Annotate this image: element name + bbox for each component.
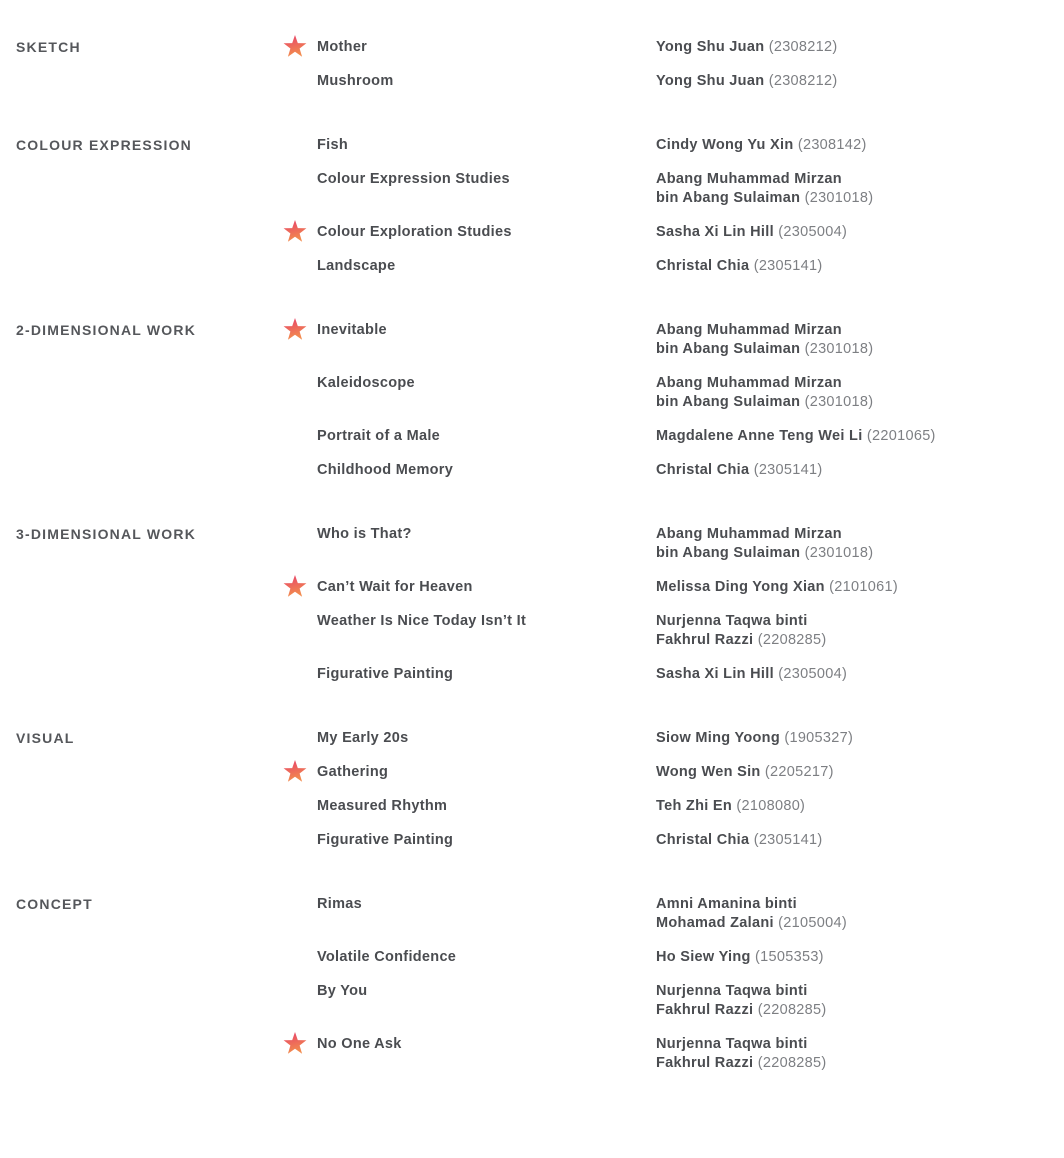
category-section: [16, 38, 1048, 106]
student-id: (2301018): [804, 545, 874, 561]
artwork-row: [285, 170, 1048, 208]
artwork-row: [285, 895, 1048, 933]
artwork-title: Mushroom: [317, 73, 394, 89]
artwork-row: [285, 72, 1048, 91]
student-id: (2205217): [764, 764, 834, 780]
student-id: (2308212): [768, 73, 838, 89]
student-id: (2305004): [778, 224, 848, 240]
artwork-title: Inevitable: [317, 322, 387, 338]
artwork-title: By You: [317, 983, 368, 999]
artist-name: [656, 797, 1048, 816]
artist-name-line: Fakhrul Razzi (2208285): [656, 1002, 827, 1018]
artist-name: [656, 257, 1048, 276]
artist-name-line: bin Abang Sulaiman (2301018): [656, 190, 874, 206]
student-id: (2305004): [778, 666, 848, 682]
artist-name-line: bin Abang Sulaiman (2301018): [656, 545, 874, 561]
student-id: (2305141): [753, 258, 823, 274]
artwork-title: Landscape: [317, 258, 396, 274]
artist-name-line: Siow Ming Yoong (1905327): [656, 730, 854, 746]
artwork-row: [285, 136, 1048, 155]
artist-name-line: Abang Muhammad Mirzan: [656, 375, 842, 391]
artwork-title: Measured Rhythm: [317, 798, 448, 814]
artist-name: [656, 982, 1048, 1020]
artwork-row: [285, 38, 1048, 57]
artwork-title: Weather Is Nice Today Isn’t It: [317, 613, 527, 629]
artist-name-line: bin Abang Sulaiman (2301018): [656, 394, 874, 410]
artwork-title: Fish: [317, 137, 349, 153]
artwork-row: [285, 763, 1048, 782]
category-column: [16, 729, 285, 748]
artist-name-line: Nurjenna Taqwa binti: [656, 1036, 808, 1052]
artwork-title: Kaleidoscope: [317, 375, 415, 391]
artist-name: [656, 729, 1048, 748]
student-id: (2305141): [753, 462, 823, 478]
category-label: 2-DIMENSIONAL WORK: [16, 322, 197, 338]
artwork-row: [285, 1035, 1048, 1073]
artwork-title: Childhood Memory: [317, 462, 454, 478]
artist-name: [656, 665, 1048, 684]
artist-name-line: Nurjenna Taqwa binti: [656, 613, 808, 629]
artist-name-line: Ho Siew Ying (1505353): [656, 949, 824, 965]
artwork-title: Gathering: [317, 764, 389, 780]
artist-name-line: Fakhrul Razzi (2208285): [656, 632, 827, 648]
artwork-row: [285, 427, 1048, 446]
student-id: (2208285): [757, 1002, 827, 1018]
category-section: [16, 136, 1048, 291]
artwork-title: Portrait of a Male: [317, 428, 441, 444]
category-section: [16, 729, 1048, 865]
artwork-row: [285, 797, 1048, 816]
artist-name: [656, 321, 1048, 359]
artist-name-line: Sasha Xi Lin Hill (2305004): [656, 666, 848, 682]
artist-name-line: Mohamad Zalani (2105004): [656, 915, 847, 931]
artist-name-line: Melissa Ding Yong Xian (2101061): [656, 579, 898, 595]
artist-name: [656, 831, 1048, 850]
student-id: (2301018): [804, 341, 874, 357]
artwork-row: [285, 729, 1048, 748]
category-column: [16, 321, 285, 340]
category-column: [16, 525, 285, 544]
student-id: (2301018): [804, 190, 874, 206]
artist-name-line: Abang Muhammad Mirzan: [656, 526, 842, 542]
artist-name-line: Nurjenna Taqwa binti: [656, 983, 808, 999]
artwork-title: Colour Expression Studies: [317, 171, 510, 187]
category-label: COLOUR EXPRESSION: [16, 137, 192, 153]
category-label: CONCEPT: [16, 896, 93, 912]
artist-name: [656, 763, 1048, 782]
student-id: (2201065): [866, 428, 936, 444]
artist-name-line: Wong Wen Sin (2205217): [656, 764, 834, 780]
artwork-title: Mother: [317, 39, 368, 55]
artist-name: [656, 427, 1048, 446]
artist-name: [656, 72, 1048, 91]
artwork-title: Who is That?: [317, 526, 412, 542]
artwork-title: Can’t Wait for Heaven: [317, 579, 473, 595]
artist-name: [656, 1035, 1048, 1073]
artist-name: [656, 374, 1048, 412]
artwork-row: [285, 257, 1048, 276]
student-id: (2105004): [778, 915, 847, 931]
category-section: [16, 525, 1048, 699]
artist-name-line: Yong Shu Juan (2308212): [656, 73, 838, 89]
artwork-row: [285, 831, 1048, 850]
student-id: (1905327): [784, 730, 854, 746]
artist-name-line: Magdalene Anne Teng Wei Li (2201065): [656, 428, 936, 444]
artist-name-line: Christal Chia (2305141): [656, 258, 823, 274]
artist-name: [656, 895, 1048, 933]
artwork-title: Volatile Confidence: [317, 949, 457, 965]
artist-name: [656, 525, 1048, 563]
student-id: (2108080): [736, 798, 806, 814]
entry-list: [285, 136, 1048, 291]
entry-list: [285, 38, 1048, 106]
artist-name: [656, 461, 1048, 480]
artwork-row: [285, 665, 1048, 684]
artwork-title: No One Ask: [317, 1036, 402, 1052]
artwork-title: Colour Exploration Studies: [317, 224, 512, 240]
student-id: (2305141): [753, 832, 823, 848]
category-section: [16, 321, 1048, 495]
student-id: (2301018): [804, 394, 874, 410]
artwork-row: [285, 612, 1048, 650]
artist-name: [656, 612, 1048, 650]
category-label: VISUAL: [16, 730, 75, 746]
artist-name-line: Abang Muhammad Mirzan: [656, 322, 842, 338]
artwork-row: [285, 223, 1048, 242]
artist-name: [656, 948, 1048, 967]
entry-list: [285, 895, 1048, 1088]
student-id: (2101061): [829, 579, 898, 595]
artist-name-line: Abang Muhammad Mirzan: [656, 171, 842, 187]
artist-name-line: Sasha Xi Lin Hill (2305004): [656, 224, 848, 240]
artwork-title: My Early 20s: [317, 730, 409, 746]
artwork-row: [285, 948, 1048, 967]
artwork-title: Figurative Painting: [317, 666, 454, 682]
artist-name-line: Christal Chia (2305141): [656, 462, 823, 478]
artist-name: [656, 38, 1048, 57]
artwork-row: [285, 525, 1048, 563]
artwork-row: [285, 461, 1048, 480]
artist-name-line: Cindy Wong Yu Xin (2308142): [656, 137, 867, 153]
category-label: 3-DIMENSIONAL WORK: [16, 526, 197, 542]
artist-name: [656, 223, 1048, 242]
student-id: (2308142): [797, 137, 867, 153]
category-column: [16, 895, 285, 914]
category-section: [16, 895, 1048, 1088]
student-id: (2308212): [768, 39, 838, 55]
artist-name-line: Yong Shu Juan (2308212): [656, 39, 838, 55]
artwork-title: Rimas: [317, 896, 363, 912]
artwork-row: [285, 982, 1048, 1020]
student-id: (1505353): [755, 949, 824, 965]
category-label: SKETCH: [16, 39, 81, 55]
artist-name-line: bin Abang Sulaiman (2301018): [656, 341, 874, 357]
artist-name-line: Fakhrul Razzi (2208285): [656, 1055, 827, 1071]
artwork-row: [285, 374, 1048, 412]
entry-list: [285, 729, 1048, 865]
artist-name: [656, 136, 1048, 155]
artist-name: [656, 170, 1048, 208]
artist-name-line: Amni Amanina binti: [656, 896, 798, 912]
artwork-row: [285, 578, 1048, 597]
artwork-title: Figurative Painting: [317, 832, 454, 848]
entry-list: [285, 321, 1048, 495]
artist-name-line: Christal Chia (2305141): [656, 832, 823, 848]
category-column: [16, 136, 285, 155]
artwork-row: [285, 321, 1048, 359]
entry-list: [285, 525, 1048, 699]
artist-name: [656, 578, 1048, 597]
category-column: [16, 38, 285, 57]
student-id: (2208285): [757, 632, 827, 648]
artist-name-line: Teh Zhi En (2108080): [656, 798, 806, 814]
student-id: (2208285): [757, 1055, 827, 1071]
